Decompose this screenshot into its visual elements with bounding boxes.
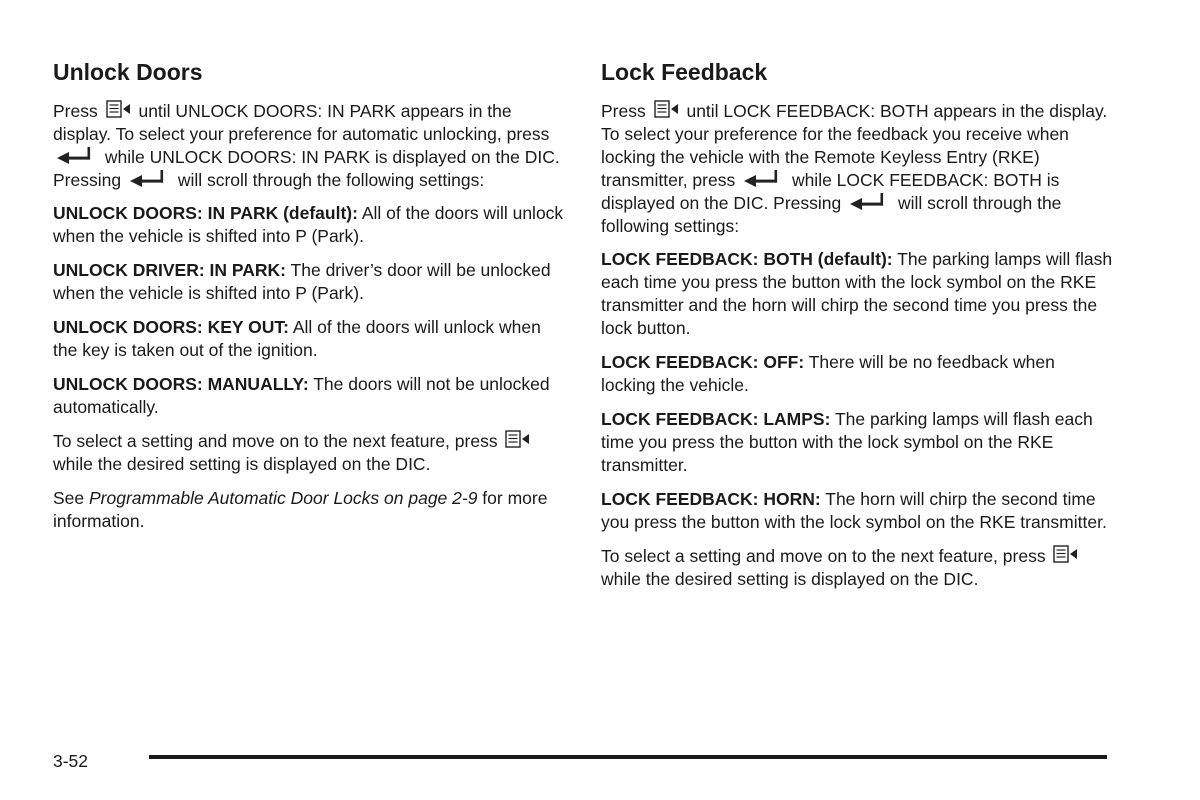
see-text-2: for more information. — [53, 488, 548, 531]
unlock-doors-intro — [53, 100, 565, 192]
option-lock-feedback-off — [601, 351, 1113, 397]
see-text-1: See — [53, 488, 89, 508]
intro-text-3: while UNLOCK DOORS: IN PARK is displayed on the DIC. Pressing — [53, 147, 560, 190]
option-description: The parking lamps will flash each time you press the button with the lock symbol on the RKE transmitter and the horn will chirp the second time you press the lock button. — [601, 249, 1113, 338]
vehicle-info-menu-icon — [505, 430, 531, 448]
enter-arrow-icon — [56, 146, 98, 164]
left-column — [53, 58, 565, 544]
option-unlock-driver-in-park — [53, 259, 565, 305]
vehicle-info-menu-icon — [654, 100, 680, 118]
intro-text-1: Press — [53, 101, 103, 121]
intro-text-4: will scroll through the following settings: — [601, 193, 1062, 236]
select-text-1: To select a setting and move on to the next feature, press — [601, 546, 1051, 566]
right-column — [601, 58, 1113, 602]
option-lock-feedback-both — [601, 248, 1113, 340]
option-term: UNLOCK DOORS: MANUALLY: — [53, 374, 309, 394]
option-term: UNLOCK DOORS: IN PARK (default): — [53, 203, 358, 223]
footer-divider — [149, 755, 1107, 759]
option-description: The doors will not be unlocked automatically. — [53, 374, 550, 417]
vehicle-info-menu-icon — [1053, 545, 1079, 563]
lock-feedback-intro — [601, 100, 1113, 238]
intro-text-1: Press — [601, 101, 651, 121]
select-setting-instructions — [53, 430, 565, 476]
enter-arrow-icon — [129, 169, 171, 187]
intro-text-2: until UNLOCK DOORS: IN PARK appears in the display. To select your preference for automatic unlocking, press — [53, 101, 550, 144]
select-text-1: To select a setting and move on to the next feature, press — [53, 431, 503, 451]
option-description: All of the doors will unlock when the key is taken out of the ignition. — [53, 317, 541, 360]
intro-text-4: will scroll through the following settings: — [172, 170, 485, 190]
option-term: LOCK FEEDBACK: HORN: — [601, 489, 821, 509]
section-title-unlock-doors: Unlock Doors — [53, 59, 203, 85]
enter-arrow-icon — [849, 192, 891, 210]
option-description: All of the doors will unlock when the vehicle is shifted into P (Park). — [53, 203, 564, 246]
select-setting-instructions — [601, 545, 1113, 591]
intro-text-2: until LOCK FEEDBACK: BOTH appears in the display. To select your preference for the feedback you receive when locking the vehicle with the Remote Keyless Entry (RKE) transmitter, press — [601, 101, 1108, 190]
select-text-2: while the desired setting is displayed on the DIC. — [53, 454, 431, 474]
option-description: The driver’s door will be unlocked when the vehicle is shifted into P (Park). — [53, 260, 551, 303]
option-unlock-doors-in-park — [53, 202, 565, 248]
intro-text-3: while LOCK FEEDBACK: BOTH is displayed on the DIC. Pressing — [601, 170, 1060, 213]
option-term: UNLOCK DOORS: KEY OUT: — [53, 317, 289, 337]
option-term: LOCK FEEDBACK: BOTH (default): — [601, 249, 893, 269]
option-unlock-doors-key-out — [53, 316, 565, 362]
vehicle-info-menu-icon — [106, 100, 132, 118]
option-term: UNLOCK DRIVER: IN PARK: — [53, 260, 287, 280]
option-term: LOCK FEEDBACK: LAMPS: — [601, 409, 831, 429]
option-term: LOCK FEEDBACK: OFF: — [601, 352, 805, 372]
option-description: The parking lamps will flash each time you press the button with the lock symbol on the RKE transmitter. — [601, 409, 1093, 475]
option-description: There will be no feedback when locking the vehicle. — [601, 352, 1055, 395]
enter-arrow-icon — [743, 169, 785, 187]
see-reference — [53, 487, 565, 533]
page-number: 3-52 — [53, 751, 89, 771]
option-description: The horn will chirp the second time you press the button with the lock symbol on the RKE transmitter. — [601, 489, 1107, 532]
option-unlock-doors-manually — [53, 373, 565, 419]
option-lock-feedback-horn — [601, 488, 1113, 534]
option-lock-feedback-lamps — [601, 408, 1113, 477]
select-text-2: while the desired setting is displayed on the DIC. — [601, 569, 979, 589]
cross-reference-link[interactable]: Programmable Automatic Door Locks on page 2-9 — [89, 488, 478, 508]
section-title-lock-feedback: Lock Feedback — [601, 59, 768, 85]
